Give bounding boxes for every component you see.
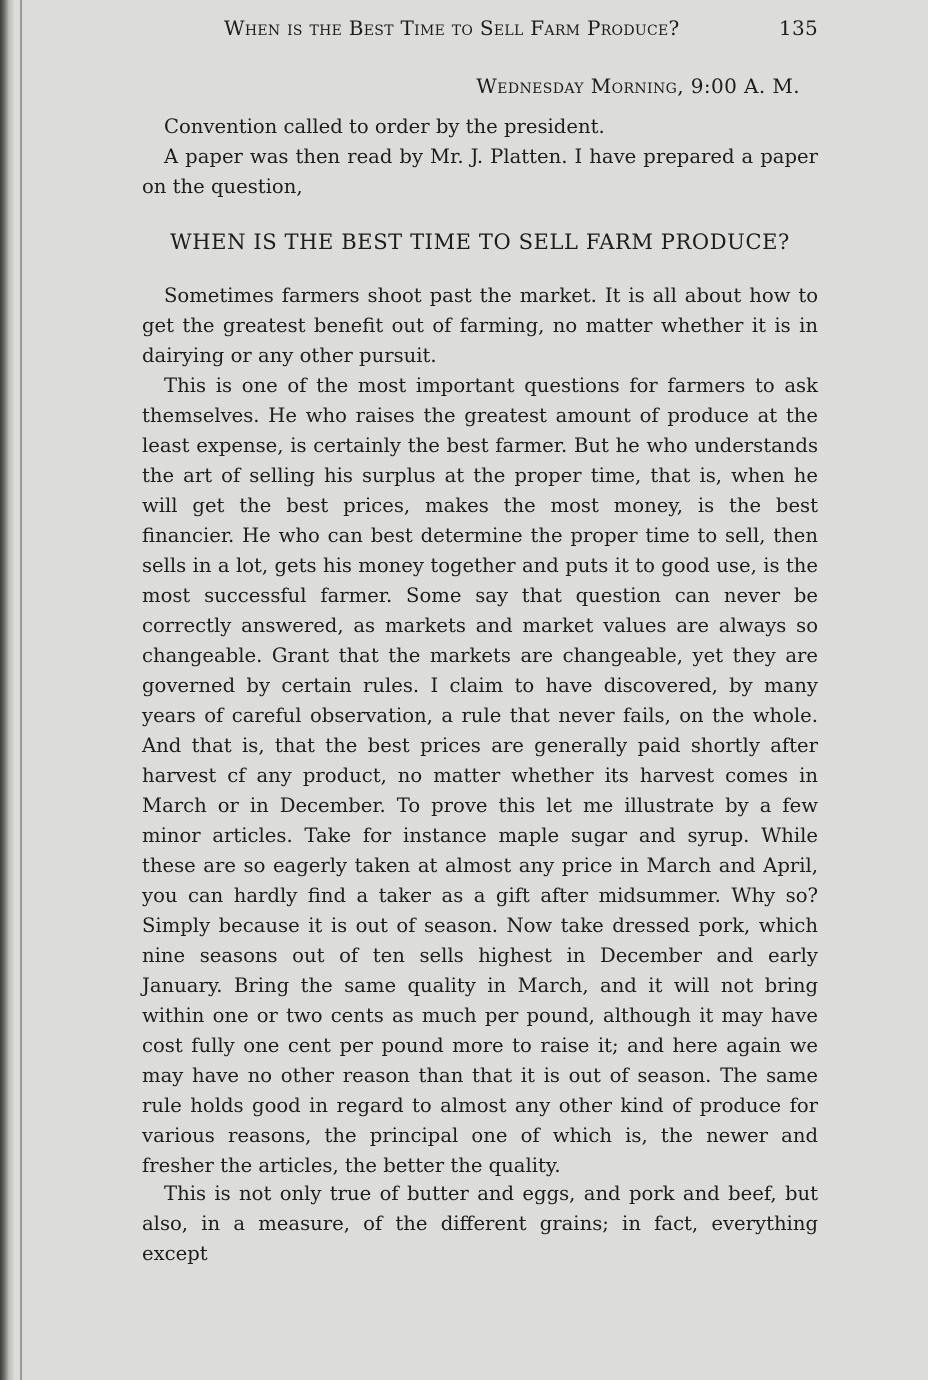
paragraph-paper-intro: A paper was then read by Mr. J. Platten. I have prepared a paper on the question,	[142, 145, 818, 198]
paragraph-continued: This is not only true of butter and eggs, and pork and beef, but also, in a measure, of the different grains; in fact, everything except	[142, 1182, 818, 1265]
paragraph-main: This is one of the most important questions for farmers to ask themselves. He who raises the greatest amount of produce at the least expense, is certainly the best farmer. But he who understands the art of selling his surplus at the proper time, that is, when he will get the best prices, makes the most money, is the best financier. He who can best determine the proper time to sell, then sells in a lot, gets his money together and puts it to good use, is the most successful farmer. Some say that question can never be correctly answered, as markets and market values are always so changeable. Grant that the markets are changeable, yet they are governed by certain rules. I claim to have discovered, by many years of careful observation, a rule that never fails, on the whole. And that is, that the best prices are generally paid shortly after harvest cf any product, no matter whether its harvest comes in March or in December. To prove this let me illustrate by a few minor articles. Take for instance maple sugar and syrup. While these are so eagerly taken at almost any price in March and April, you can hardly find a taker as a gift after midsummer. Why so? Simply because it is out of season. Now take dressed pork, which nine seasons out of ten sells highest in December and early January. Bring the same quality in March, and it will not bring within one or two cents as much per pound, although it may have cost fully one cent per pound more to raise it; and here again we may have no other reason than that it is out of season. The same rule holds good in regard to almost any other kind of produce for various reasons, the principal one of which is, the newer and fresher the articles, the better the quality.	[142, 374, 818, 1177]
binding-shadow-line	[20, 0, 22, 1380]
section-heading: WHEN IS THE BEST TIME TO SELL FARM PRODUCE?	[170, 230, 790, 254]
running-header	[224, 16, 818, 44]
session-time: Wednesday Morning, 9:00 A. M.	[476, 74, 800, 98]
book-binding-edge	[0, 0, 14, 1380]
paragraph-sometimes: Sometimes farmers shoot past the market. It is all about how to get the greatest benefit out of farming, no matter whether it is in dairying or any other pursuit.	[142, 284, 818, 367]
page-number: 135	[778, 16, 818, 40]
paragraph-convention: Convention called to order by the president.	[164, 115, 605, 138]
running-title: When is the Best Time to Sell Farm Produce?	[224, 16, 680, 40]
